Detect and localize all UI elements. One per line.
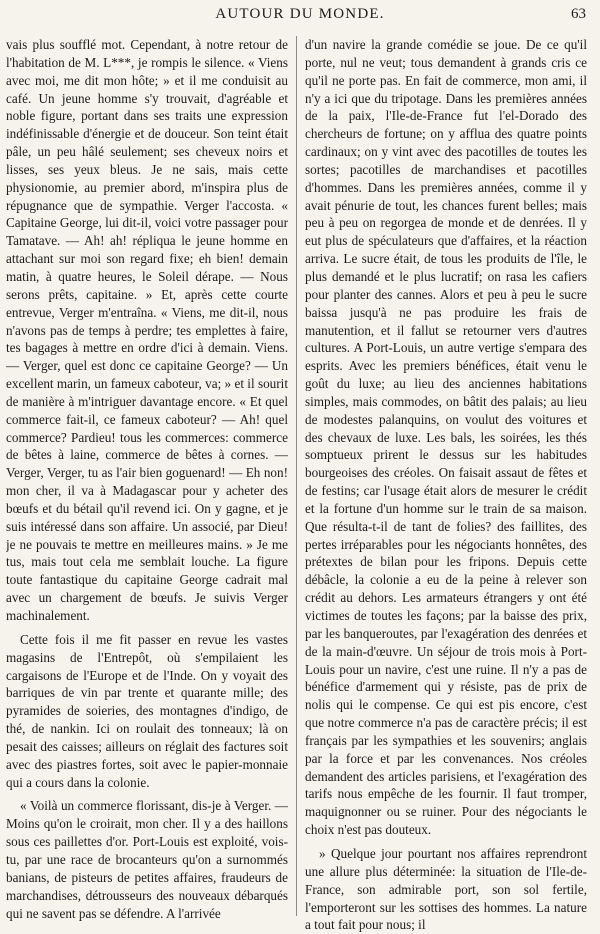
paragraph: » Quelque jour pourtant nos affaires reprendront une allure plus déterminée: la situation de l'Ile-de-France, son admirable port, son sol fertile, l'emporteront sur les sottises des hommes. La nature a tout fait pour nous; il	[305, 845, 587, 933]
right-column	[305, 36, 587, 934]
running-title: AUTOUR DU MONDE.	[215, 6, 385, 22]
column-divider	[296, 36, 297, 916]
paragraph: vais plus soufflé mot. Cependant, à notre retour de l'habitation de M. L***, je rompis le silence. « Viens avec moi, me dit mon hôte; » et il me conduisit au café. Un jeune homme s'y trouvait, d'agréable et noble figure, portant dans ses traits une expression indéfinissable d'énergie et de douceur. Son teint était pâle, un peu hâlé seulement; ses cheveux noirs et lisses, ses yeux bleus. Je ne sais, mais cette physionomie, au premier abord, m'inspira plus de répugnance que de sympathie. Verger l'accosta. « Capitaine George, lui dit-il, voici votre passager pour Tamatave. — Ah! ah! répliqua le jeune homme en attachant sur moi son regard fixe; eh bien! demain matin, à quatre heures, le Soleil dérape. — Nous serons prêts, capitaine. » Et, après cette courte entrevue, Verger m'entraîna. « Viens, me dit-il, nous n'avons pas de temps à perdre; tes emplettes à faire, tes bagages à mettre en ordre d'ici à demain. Viens. — Verger, quel est donc ce capitaine George? — Un excellent marin, un fameux caboteur, va; » et il sourit de manière à m'intriguer davantage encore. « Et quel commerce fait-il, ce fameux caboteur? — Ah! quel commerce? Pardieu! tous les commerces: commerce de bêtes à laine, commerce de bêtes à cornes. — Verger, Verger, tu as l'air bien goguenard! — Eh non! mon cher, il va à Madagascar pour y acheter des bœufs et du bétail qu'il revend ici. On y gagne, et je suis intéressé dans son affaire. Un associé, par Dieu! je ne pouvais te mettre en meilleures mains. » Je me tus, mais tout cela me semblait louche. La figure toute fantastique du capitaine George cadrait mal avec un chargement de bœufs. Je suivis Verger machinalement.	[6, 37, 288, 623]
left-column	[6, 36, 288, 922]
page-number: 63	[571, 6, 586, 22]
paragraph: d'un navire la grande comédie se joue. De ce qu'il porte, nul ne veut; tous demandent à grands cris ce qu'il ne porte pas. En fait de commerce, mon ami, il n'y a ici que du tripotage. Dans les premières années de la paix, l'Ile-de-France fut l'el-Dorado des chercheurs de fortune; on y afflua des quatre points cardinaux; on y vint avec des pacotilles de toutes les sortes; pacotilles de marchandises et pacotilles d'hommes. Dans les premières années, comme il y avait pénurie de tout, les chances furent belles; mais peu à peu on regorgea de monde et de denrées. Il y eut plus de spéculateurs que d'affaires, et la réaction arriva. Le sucre était, de tous les produits de l'île, le plus demandé et le plus lucratif; on rasa les cafiers pour planter des cannes. Alors et peu à peu le sucre baissa jusqu'à ne pas produire les frais de manutention, et il fallut se retourner vers d'autres cultures. A Port-Louis, un autre vertige s'empara des esprits. Avec les premiers bénéfices, était venu le goût du luxe; au lieu des anciennes habitations simples, mais commodes, on bâtit des palais; au lieu de modestes palanquins, on voulut des voitures et des chevaux de luxe. Les bals, les soirées, les thés somptueux prirent le dessus sur les habitudes bourgeoises des créoles. On faisait assaut de fêtes et de festins; car l'usage était alors de mesurer le crédit et la fortune d'un homme sur le train de sa maison. Que résulta-t-il de tant de folies? des faillites, des pertes irréparables pour les négociants honnêtes, des prétextes de bilan pour les fripons. Depuis cette débâcle, la colonie a eu de la peine à relever son crédit au dehors. Les armateurs étrangers y ont été victimes de toutes les façons; par la baisse des prix, par les banqueroutes, par l'exagération des denrées et de la main-d'œuvre. Un séjour de trois mois à Port-Louis pour un navire, c'est une ruine. Il n'y a pas de bénéfice d'armement qui y résiste, pas de prix de nolis qui le compense. Ce qui est pis encore, c'est que notre commerce n'a pas de caractère précis; il est français par les sympathies et les souvenirs; anglais par la force et par les convenances. Nos créoles demandent des articles parisiens, et l'exagération des tarifs nous empêche de les fournir. Il faut tromper, maquignonner ou se ruiner. Pour des négociants le choix n'est pas douteux.	[305, 37, 587, 838]
page-header	[0, 4, 600, 26]
paragraph: « Voilà un commerce florissant, dis-je à Verger. — Moins qu'on le croirait, mon cher. Il y a des haillons sous ces paillettes d'or. Port-Louis est exploité, vois-tu, par une race de brocanteurs qu'on a surnommés banians, de pisteurs de petites affaires, fraudeurs de marchandises, détrousseurs des nouveaux débarqués qui ne savent pas se défendre. A l'arrivée	[6, 798, 288, 921]
paragraph: Cette fois il me fit passer en revue les vastes magasins de l'Entrepôt, où s'empilaient les cargaisons de l'Europe et de l'Inde. On y voyait des barriques de vin par trente et quarante mille; des pyramides de soieries, des montagnes d'indigo, de thé, de nankin. Ici on roulait des tonneaux; là on pesait des caisses; ailleurs on réglait des factures soit avec des piastres fortes, soit avec le papier-monnaie qui a cours dans la colonie.	[6, 631, 288, 790]
